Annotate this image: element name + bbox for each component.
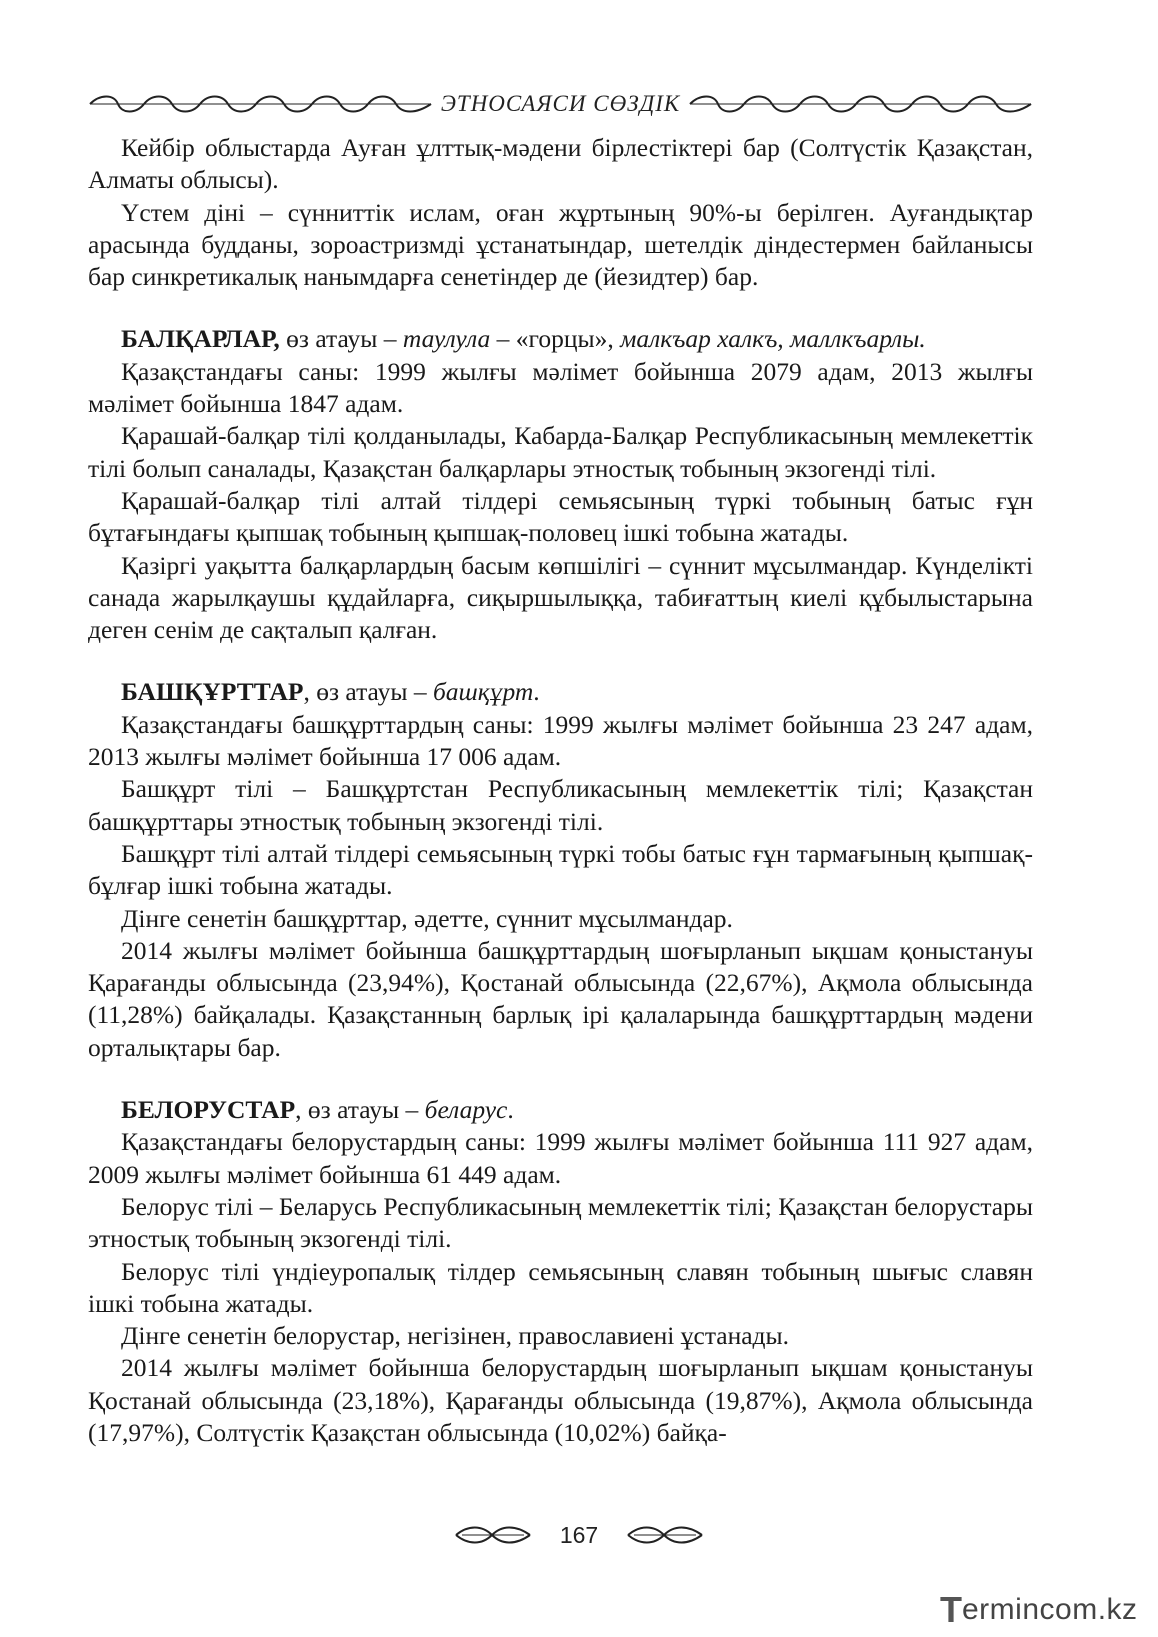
body-text xyxy=(88,132,1033,1449)
entry-term: БАЛҚАРЛАР, xyxy=(121,324,280,354)
ornament-left-icon xyxy=(88,92,433,116)
paragraph: Қарашай-балқар тілі қолданылады, Кабарда-Балқар Республикасының мемлекеттік тілі болып саналады, Қазақстан балқарлары этностық тобының экзогенді тілі. xyxy=(88,421,1033,483)
paragraph: Башқұрт тілі – Башқұртстан Республикасының мемлекеттік тілі; Қазақстан башқұрттары этностық тобының экзогенді тілі. xyxy=(88,774,1033,836)
paragraph: Белорус тілі үндіеуропалық тілдер семьясының славян тобының шығыс славян ішкі тобына жатады. xyxy=(88,1256,1033,1318)
paragraph: 2014 жылғы мәлімет бойынша башқұрттардың шоғырланып ықшам қоныстануы Қарағанды облысында (23,94%), Қостанай облысында (22,67%), Ақмола облысында (11,28%) байқалады. Қазақстанның барлық ірі қалаларында башқұрттардың мәдени орталықтары бар. xyxy=(88,935,1033,1062)
paragraph: Қарашай-балқар тілі алтай тілдері семьясының түркі тобының батыс ғұн бұтағындағы қыпшақ тобының қыпшақ-половец ішкі тобына жатады. xyxy=(88,485,1033,548)
ornament-right-icon xyxy=(688,92,1033,116)
paragraph: Қазақстандағы башқұрттардың саны: 1999 жылғы мәлімет бойынша 23 247 адам, 2013 жылғы мәлімет бойынша 17 006 адам. xyxy=(88,709,1033,772)
page-number: 167 xyxy=(559,1521,599,1548)
watermark-text: ermincom.kz xyxy=(962,1593,1138,1626)
paragraph: Дінге сенетін башқұрттар, әдетте, сүннит мұсылмандар. xyxy=(121,903,733,933)
paragraph: Қазақстандағы белорустардың саны: 1999 жылғы мәлімет бойынша 111 927 адам, 2009 жылғы мәлімет бойынша 61 449 адам. xyxy=(88,1127,1033,1189)
entry-heading: БАШҚҰРТТАР, өз атауы – башқұрт. xyxy=(121,677,540,707)
entry-term: БАШҚҰРТТАР xyxy=(121,677,304,707)
paragraph: Кейбір облыстарда Ауған ұлттық-мәдени бірлестіктері бар (Солтүстік Қазақстан, Алматы облысы). xyxy=(88,133,1033,195)
paragraph: 2014 жылғы мәлімет бойынша белорустардың шоғырланып ықшам қоныстануы Қостанай облысында (23,18%), Қарағанды облысында (19,87%), Ақмола облысында (17,97%), Солтүстік Қазақстан облысында (10,02%) байқа- xyxy=(88,1353,1033,1447)
paragraph: Қазақстандағы саны: 1999 жылғы мәлімет бойынша 2079 адам, 2013 жылғы мәлімет бойынша 1847 адам. xyxy=(88,356,1033,419)
paragraph: Үстем діні – сүнниттік ислам, оған жұртының 90%-ы берілген. Ауғандықтар арасында будданы, зороастризмді ұстанатындар, шетелдік діндестермен байланысы бар синкретикалық нанымдарға сенетіндер де (йезидтер) бар. xyxy=(88,197,1033,292)
entry-term: БЕЛОРУСТАР xyxy=(121,1095,296,1125)
paragraph: Белорус тілі – Беларусь Республикасының мемлекеттік тілі; Қазақстан белорустары этностық тобының экзогенді тілі. xyxy=(88,1191,1033,1254)
header-title: ЭТНОСАЯСИ СӨЗДІК xyxy=(440,91,681,116)
entry-heading: БЕЛОРУСТАР, өз атауы – беларус. xyxy=(121,1095,514,1125)
paragraph: Башқұрт тілі алтай тілдері семьясының түркі тобы батыс ғұн тармағының қыпшақ-бұлғар ішкі тобына жатады. xyxy=(88,838,1033,901)
watermark-initial: T xyxy=(940,1589,962,1630)
page-footer xyxy=(0,1515,1158,1555)
site-watermark xyxy=(940,1590,1140,1630)
running-header xyxy=(88,84,1033,124)
flourish-left-icon xyxy=(452,1521,534,1549)
paragraph: Қазіргі уақытта балқарлардың басым көпшілігі – сүннит мұсылмандар. Күнделікті санада жарылқаушы құдайларға, сиқыршылыққа, табиғаттың киелі құбылыстарына деген сенім де сақталып қалған. xyxy=(88,550,1033,645)
flourish-right-icon xyxy=(624,1521,706,1549)
paragraph: Дінге сенетін белорустар, негізінен, православиені ұстанады. xyxy=(121,1321,790,1351)
entry-heading: БАЛҚАРЛАР, өз атауы – таулула – «горцы», малкъар халкъ, маллкъарлы. xyxy=(121,324,926,354)
